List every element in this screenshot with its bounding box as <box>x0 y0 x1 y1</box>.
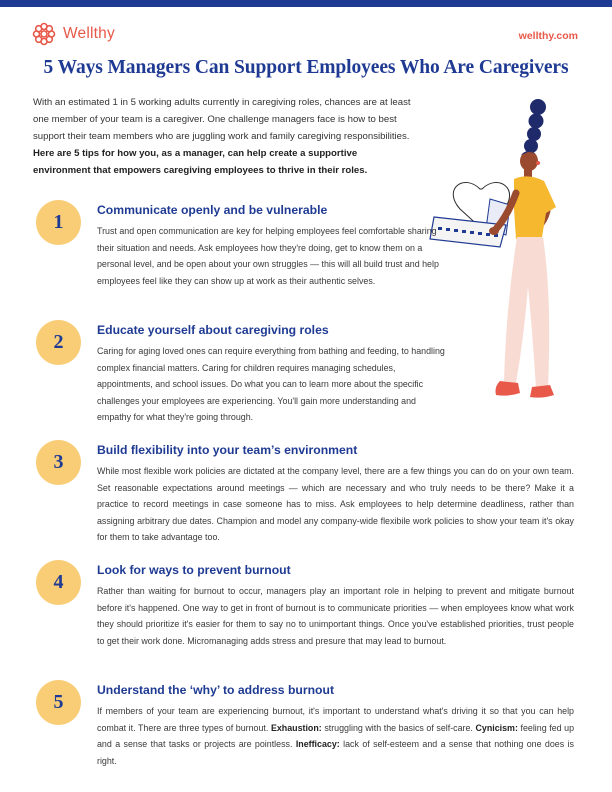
intro-paragraph <box>33 94 413 179</box>
tip-text: Trust and open communication are key for helping employees feel comfortable sharing their situation and needs. Ask employees how they're doing, get to know them on a personal level, and be open about your own struggles — this will all build trust and help employees feel like they can show up at work as their authentic selves. <box>97 226 439 286</box>
tip-text-intro: If members of your team are experiencing burnout, it's important to understand what's driving it so that you can help combat it. There are three types of burnout. <box>97 706 574 733</box>
tip-heading: Build flexibility into your team’s environment <box>97 443 358 457</box>
tip-number-badge: 4 <box>36 560 81 605</box>
tip-heading: Understand the ‘why’ to address burnout <box>97 683 335 697</box>
tip-text: Caring for aging loved ones can require everything from bathing and feeding, to handling complex financial matters. Caring for children requires managing schedules, appointments, and school issues. Do what you can to learn more about the specific challenges your employees are experiencing. You'll gain more understanding and empathy for what they're going through. <box>97 346 445 423</box>
tip-text: Rather than waiting for burnout to occur, managers play an important role in helping to prevent and mitigate burnout before it's happened. One way to get in front of burnout is to communicate priorities — when employees know what work they should prioritize it's easier for them to say no to unimportant things. Once you've established priorities, trust people to get their work done. Micromanaging adds stress and presure that may lead to burnout. <box>97 586 574 646</box>
burnout-type-desc: struggling with the basics of self-care. <box>324 722 473 733</box>
burnout-type-label: Cynicism: <box>475 722 518 733</box>
burnout-type-desc: feeling fed up and a sense that tasks or projects are pointless. <box>97 722 575 750</box>
tip-heading: Communicate openly and be vulnerable <box>97 203 328 217</box>
tip-number-badge: 5 <box>36 680 81 725</box>
site-url-link[interactable]: wellthy.com <box>518 30 578 42</box>
top-accent-bar <box>0 0 612 7</box>
burnout-type-label: Exhaustion: <box>270 722 322 733</box>
tip-text <box>97 703 574 769</box>
wellthy-logo-icon <box>32 22 56 46</box>
intro-text: With an estimated 1 in 5 working adults currently in caregiving roles, chances are at least one member of your team is a caregiver. One challenge managers face is how to best support their team members who are juggling work and family caregiving responsibilities. <box>33 97 411 142</box>
burnout-type-label: Inefficacy: <box>295 739 340 750</box>
tip-number-badge: 2 <box>36 320 81 365</box>
tip-heading: Look for ways to prevent burnout <box>97 563 291 577</box>
intro-bold-text: Here are 5 tips for how you, as a manager, can help create a supportive environment that empowers caregiving employees to thrive in their roles. <box>33 148 368 176</box>
tip-text: While most flexible work policies are dictated at the company level, there are a few things you can do on your own team. Set reasonable expectations around meetings — which are necessary and who truly needs to be there? Make it a practice to record meetings in case someone has to miss. Ask employees to help determine deadliness, rather than assigning arbitrary due dates. Champion and model any company-wide flexibile work policies to show your team it's okay for them to take advantage too. <box>97 466 574 543</box>
brand-name: Wellthy <box>63 25 115 42</box>
tip-number-badge: 3 <box>36 440 81 485</box>
page-title: 5 Ways Managers Can Support Employees Who Are Caregivers <box>43 57 569 78</box>
tip-heading: Educate yourself about caregiving roles <box>97 323 329 337</box>
brand-logo[interactable] <box>32 22 115 46</box>
tip-number-badge: 1 <box>36 200 81 245</box>
burnout-type-desc: lack of self-esteem and a sense that nothing one does is right. <box>97 739 574 766</box>
